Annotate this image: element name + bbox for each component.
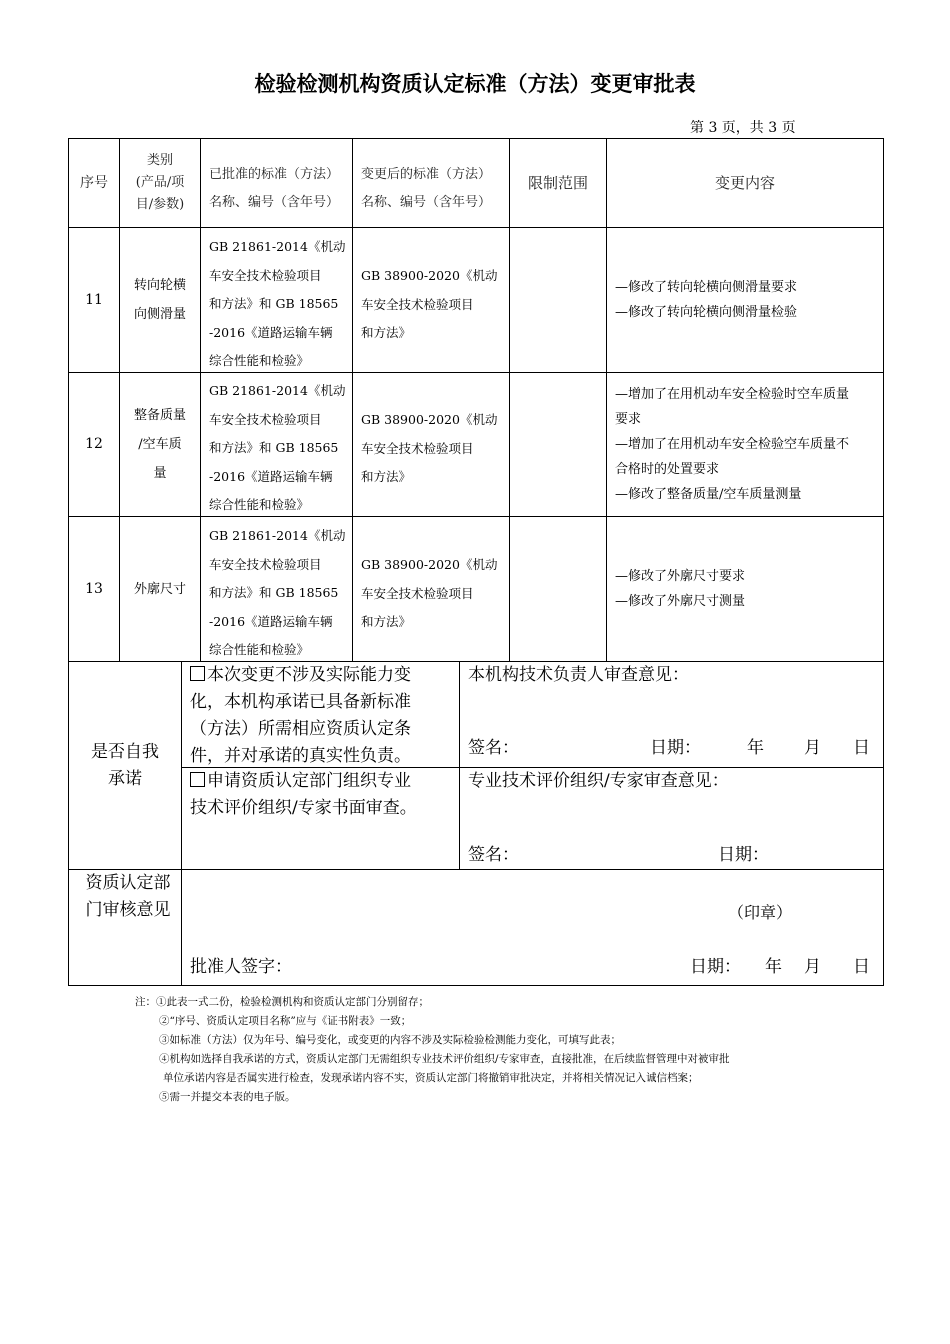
commitment-option-review-text: 申请资质认定部门组织专业 技术评价组织/专家书面审查。 — [190, 771, 417, 818]
row-13-no: 13 — [85, 580, 103, 597]
row-12-no: 12 — [85, 436, 103, 452]
row-11-approved: GB 21861-2014《机动 车安全技术检验项目 和方法》和 GB 18565 -2016《道路运输车辆 综合性能和检验》 — [209, 239, 346, 368]
row-11-no: 11 — [85, 291, 103, 308]
header-changed — [361, 161, 509, 217]
tech-sign-label: 签名： — [468, 738, 519, 758]
change-item: —修改了外廓尺寸测量 — [615, 594, 746, 609]
change-item: 要求 — [615, 412, 642, 427]
note-3: ③如标准（方法）仅为年号、编号变化，或变更的内容不涉及实际检验检测能力变化，可填写此表； — [159, 1034, 621, 1046]
row-11-changes — [607, 228, 883, 372]
header-limit: 限制范围 — [527, 174, 588, 192]
change-item: —修改了外廓尺寸要求 — [615, 569, 746, 584]
change-item: —修改了转向轮横向侧滑量检验 — [615, 305, 798, 320]
row-12-category: 整备质量 /空车质 量 — [133, 408, 186, 481]
change-item: —增加了在用机动车安全检验空车质量不 — [615, 437, 850, 452]
seal-label: （印章） — [728, 903, 793, 922]
header-changed-l2: 名称、编号（含年号） — [361, 195, 492, 210]
note-4-cont: 单位承诺内容是否属实进行检查，发现承诺内容不实，资质认定部门将撤销审批决定，并将相关情况记入诚信档案； — [163, 1072, 699, 1084]
header-approved-l2: 名称、编号（含年号） — [209, 195, 340, 210]
row-12-changes — [607, 373, 883, 516]
note-5: ⑤需一并提交本表的电子版。 — [159, 1091, 296, 1103]
header-category-l2: (产品/项 — [135, 175, 185, 190]
row-13-limit — [510, 517, 606, 661]
row-12-limit — [510, 373, 606, 516]
commitment-option-review[interactable] — [190, 768, 458, 822]
document-title: 检验检测机构资质认定标准（方法）变更审批表 — [254, 72, 696, 96]
tech-date-label: 日期： — [650, 738, 701, 758]
commitment-label-l1: 是否自我 — [91, 741, 159, 762]
note-1: 注：①此表一式二份，检验检测机构和资质认定部门分别留存； — [135, 996, 429, 1008]
header-category-l1: 类别 — [146, 153, 173, 168]
note-4: ④机构如选择自我承诺的方式，资质认定部门无需组织专业技术评价组织/专家审查，直接批准，在后续监督管理中对被审批 — [159, 1053, 730, 1065]
commitment-label — [69, 662, 181, 869]
change-item: —增加了在用机动车安全检验时空车质量 — [615, 387, 850, 402]
expert-sign-label: 签名： — [468, 845, 519, 865]
expert-review-label: 专业技术评价组织/专家审查意见： — [468, 771, 729, 791]
commitment-label-l2: 承诺 — [108, 768, 142, 789]
row-12-approved: GB 21861-2014《机动 车安全技术检验项目 和方法》和 GB 18565 -2016《道路运输车辆 综合性能和检验》 — [209, 383, 346, 512]
tech-year-label: 年 — [747, 738, 764, 758]
row-13-category: 外廓尺寸 — [133, 581, 186, 597]
change-item: —修改了转向轮横向侧滑量要求 — [615, 280, 798, 295]
authority-day-label: 日 — [853, 957, 870, 977]
authority-label: 资质认定部 门审核意见 — [85, 873, 171, 920]
header-category — [120, 139, 200, 227]
checkbox-expert-review[interactable] — [190, 772, 205, 787]
approver-sign-label: 批准人签字： — [190, 957, 292, 977]
authority-month-label: 月 — [804, 957, 821, 977]
row-13-changes — [607, 517, 883, 661]
expert-date-label: 日期： — [718, 845, 769, 865]
header-changed-l1: 变更后的标准（方法） — [361, 167, 492, 182]
commitment-option-self-text: 本次变更不涉及实际能力变 化，本机构承诺已具备新标准 （方法）所需相应资质认定条 件，并对承诺的真实性负责。 — [190, 665, 411, 766]
row-13-approved: GB 21861-2014《机动 车安全技术检验项目 和方法》和 GB 18565 -2016《道路运输车辆 综合性能和检验》 — [209, 528, 346, 657]
row-12-changed: GB 38900-2020《机动 车安全技术检验项目 和方法》 — [361, 412, 498, 484]
note-2: ②“序号、资质认定项目名称”应与《证书附表》一致； — [159, 1015, 412, 1027]
header-category-l3: 目/参数) — [135, 197, 185, 212]
tech-day-label: 日 — [853, 738, 870, 758]
checkbox-self-commit[interactable] — [190, 666, 205, 681]
change-item: —修改了整备质量/空车质量测量 — [615, 487, 802, 502]
header-approved — [209, 161, 352, 217]
footnotes — [135, 993, 835, 1107]
page-info: 第 3 页，共 3 页 — [690, 120, 796, 136]
authority-year-label: 年 — [765, 957, 782, 977]
row-11-changed: GB 38900-2020《机动 车安全技术检验项目 和方法》 — [361, 268, 498, 340]
header-content: 变更内容 — [714, 174, 775, 192]
header-no: 序号 — [80, 175, 108, 191]
change-item: 合格时的处置要求 — [615, 462, 720, 477]
tech-review-label: 本机构技术负责人审查意见： — [468, 665, 689, 685]
row-13-changed: GB 38900-2020《机动 车安全技术检验项目 和方法》 — [361, 557, 498, 629]
header-approved-l1: 已批准的标准（方法） — [209, 167, 340, 182]
authority-date-label: 日期： — [690, 957, 741, 977]
tech-month-label: 月 — [804, 738, 821, 758]
commitment-option-self[interactable] — [190, 662, 458, 770]
row-11-limit — [510, 228, 606, 372]
row-11-category: 转向轮横 向侧滑量 — [133, 278, 186, 322]
